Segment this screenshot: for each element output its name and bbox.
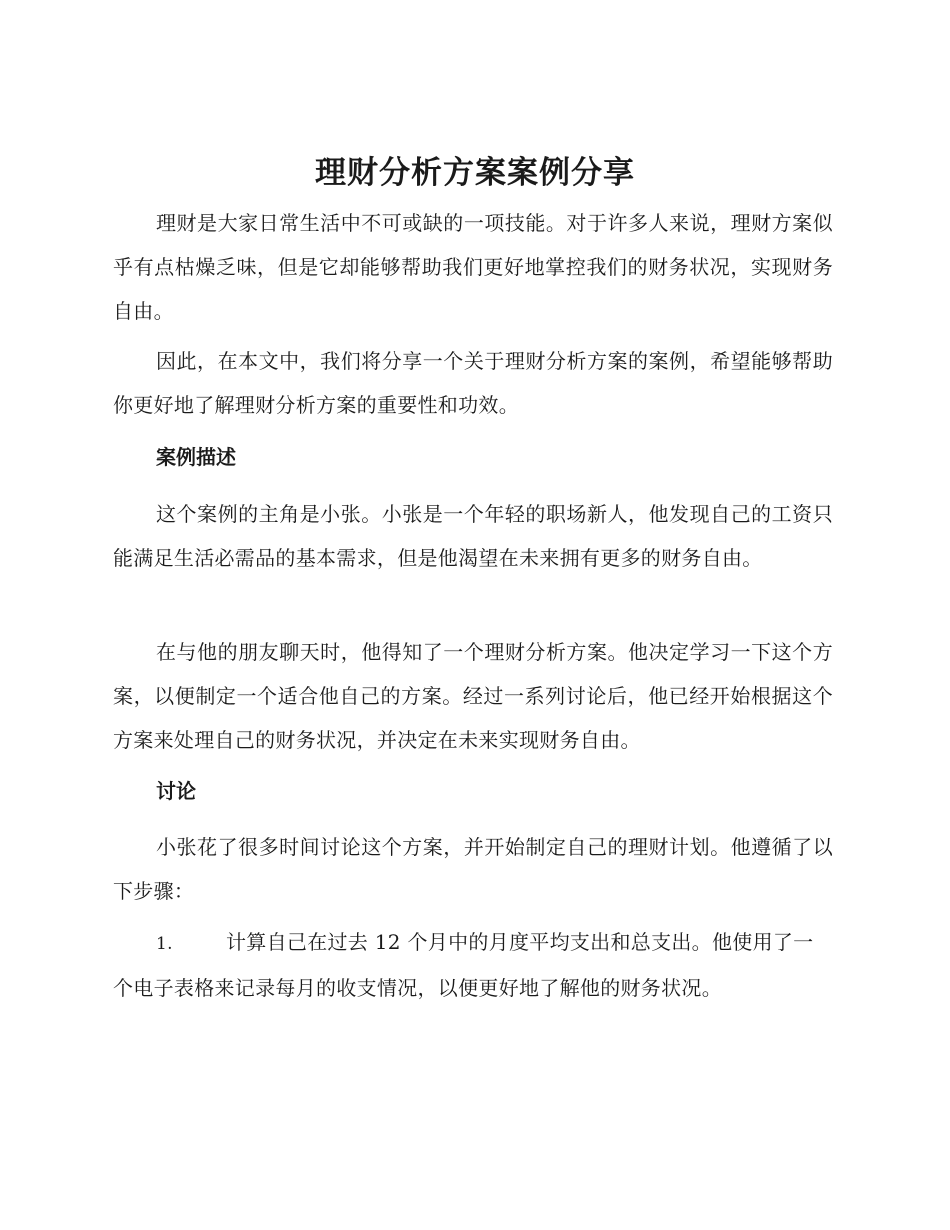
document-title: 理财分析方案案例分享 [315,155,635,191]
case-paragraph-2: 在与他的朋友聊天时，他得知了一个理财分析方案。他决定学习一下这个方案，以便制定一个适合他自己的方案。经过一系列讨论后，他已经开始根据这个方案来处理自己的财务状况，并决定在未来实现财务自由。 [113,640,833,752]
list-item-number: 1. [156,934,173,954]
discussion-heading: 讨论 [156,779,196,803]
list-item-text: 计算自己在过去 12 个月中的月度平均支出和总支出。他使用了一个电子表格来记录每月的收支情况，以便更好地了解他的财务状况。 [113,930,814,1000]
intro-paragraph-2: 因此，在本文中，我们将分享一个关于理财分析方案的案例，希望能够帮助你更好地了解理财分析方案的重要性和功效。 [113,349,833,417]
intro-paragraph-1: 理财是大家日常生活中不可或缺的一项技能。对于许多人来说，理财方案似乎有点枯燥乏味，但是它却能够帮助我们更好地掌控我们的财务状况，实现财务自由。 [113,211,833,323]
case-paragraph-1: 这个案例的主角是小张。小张是一个年轻的职场新人，他发现自己的工资只能满足生活必需品的基本需求，但是他渴望在未来拥有更多的财务自由。 [113,502,833,570]
list-item [113,920,833,1010]
discussion-paragraph-1: 小张花了很多时间讨论这个方案，并开始制定自己的理财计划。他遵循了以下步骤： [113,835,833,903]
case-heading: 案例描述 [156,445,236,469]
